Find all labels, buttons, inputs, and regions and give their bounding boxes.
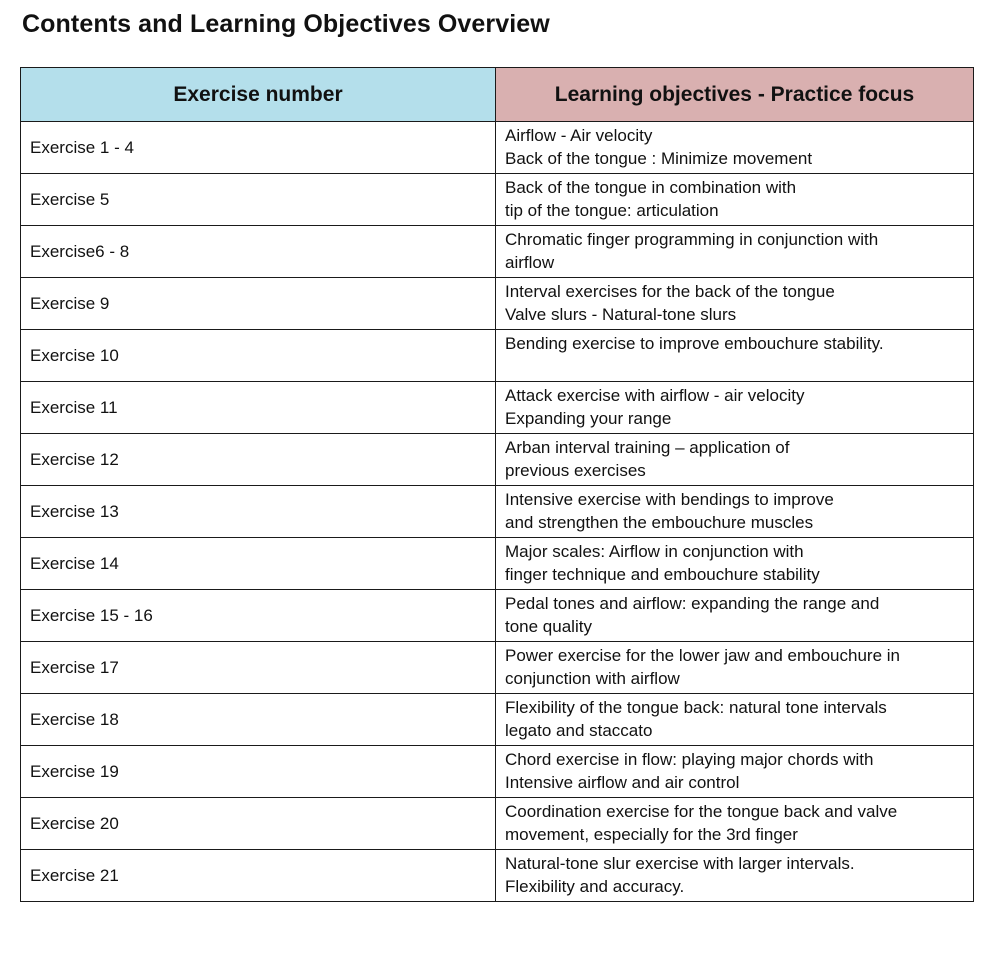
learning-objective-cell — [496, 850, 974, 902]
objective-line: Expanding your range — [505, 409, 672, 428]
table-row — [21, 850, 974, 902]
column-header-learning-objectives: Learning objectives - Practice focus — [496, 68, 974, 122]
table-row — [21, 174, 974, 226]
objective-line: Arban interval training – application of — [505, 438, 790, 457]
objective-line: Coordination exercise for the tongue back and valve — [505, 802, 898, 821]
objective-line: Attack exercise with airflow - air velocity — [505, 386, 805, 405]
exercise-number-cell: Exercise 20 — [21, 798, 496, 850]
exercise-number-cell: Exercise 19 — [21, 746, 496, 798]
exercise-number-cell: Exercise 15 - 16 — [21, 590, 496, 642]
exercise-number-cell: Exercise 11 — [21, 382, 496, 434]
exercise-number-cell: Exercise 17 — [21, 642, 496, 694]
objective-line: Flexibility and accuracy. — [505, 877, 685, 896]
objective-line: Intensive exercise with bendings to improve — [505, 490, 834, 509]
exercise-number-cell: Exercise6 - 8 — [21, 226, 496, 278]
objective-line: previous exercises — [505, 461, 646, 480]
learning-objective-cell — [496, 382, 974, 434]
table-row — [21, 694, 974, 746]
exercise-number-cell: Exercise 5 — [21, 174, 496, 226]
table-row — [21, 642, 974, 694]
learning-objective-cell — [496, 226, 974, 278]
objective-line: Interval exercises for the back of the tongue — [505, 282, 835, 301]
objective-line: movement, especially for the 3rd finger — [505, 825, 798, 844]
objective-line: conjunction with airflow — [505, 669, 680, 688]
learning-objective-cell — [496, 434, 974, 486]
learning-objective-cell — [496, 486, 974, 538]
learning-objective-cell — [496, 590, 974, 642]
exercise-number-cell: Exercise 12 — [21, 434, 496, 486]
learning-objective-cell — [496, 278, 974, 330]
learning-objective-cell — [496, 746, 974, 798]
objective-line: finger technique and embouchure stability — [505, 565, 820, 584]
table-row — [21, 382, 974, 434]
objective-line: Power exercise for the lower jaw and embouchure in — [505, 646, 900, 665]
table-row — [21, 122, 974, 174]
table-row — [21, 746, 974, 798]
table-row — [21, 434, 974, 486]
learning-objective-cell — [496, 174, 974, 226]
exercise-number-cell: Exercise 10 — [21, 330, 496, 382]
objective-line: Pedal tones and airflow: expanding the range and — [505, 594, 880, 613]
table-row — [21, 330, 974, 382]
learning-objective-cell — [496, 798, 974, 850]
table-row — [21, 278, 974, 330]
learning-objective-cell — [496, 122, 974, 174]
objective-line: Airflow - Air velocity — [505, 126, 653, 145]
objective-line: Flexibility of the tongue back: natural tone intervals — [505, 698, 887, 717]
objective-line: Intensive airflow and air control — [505, 773, 740, 792]
exercise-number-cell: Exercise 1 - 4 — [21, 122, 496, 174]
objective-line: tip of the tongue: articulation — [505, 201, 719, 220]
objective-line — [505, 355, 967, 378]
table-row — [21, 538, 974, 590]
table-body — [21, 122, 974, 902]
exercise-number-cell: Exercise 21 — [21, 850, 496, 902]
objective-line: airflow — [505, 253, 555, 272]
objective-line: Major scales: Airflow in conjunction with — [505, 542, 804, 561]
column-header-exercise-number: Exercise number — [21, 68, 496, 122]
table-row — [21, 486, 974, 538]
objective-line: Bending exercise to improve embouchure stability. — [505, 334, 884, 353]
objective-line: tone quality — [505, 617, 592, 636]
exercise-number-cell: Exercise 9 — [21, 278, 496, 330]
learning-objective-cell — [496, 538, 974, 590]
table-row — [21, 590, 974, 642]
objective-line: and strengthen the embouchure muscles — [505, 513, 814, 532]
objective-line: Back of the tongue in combination with — [505, 178, 797, 197]
learning-objective-cell — [496, 330, 974, 382]
exercise-number-cell: Exercise 13 — [21, 486, 496, 538]
table-row — [21, 798, 974, 850]
objective-line: Natural-tone slur exercise with larger intervals. — [505, 854, 855, 873]
objective-line: Chord exercise in flow: playing major chords with — [505, 750, 874, 769]
table-row — [21, 226, 974, 278]
objectives-table — [20, 67, 974, 902]
page-title: Contents and Learning Objectives Overview — [22, 10, 550, 38]
objective-line: Valve slurs - Natural-tone slurs — [505, 305, 737, 324]
objective-line: Chromatic finger programming in conjunction with — [505, 230, 879, 249]
learning-objective-cell — [496, 694, 974, 746]
learning-objective-cell — [496, 642, 974, 694]
objective-line: legato and staccato — [505, 721, 653, 740]
objective-line: Back of the tongue : Minimize movement — [505, 149, 813, 168]
exercise-number-cell: Exercise 18 — [21, 694, 496, 746]
exercise-number-cell: Exercise 14 — [21, 538, 496, 590]
table-header-row — [21, 68, 974, 122]
